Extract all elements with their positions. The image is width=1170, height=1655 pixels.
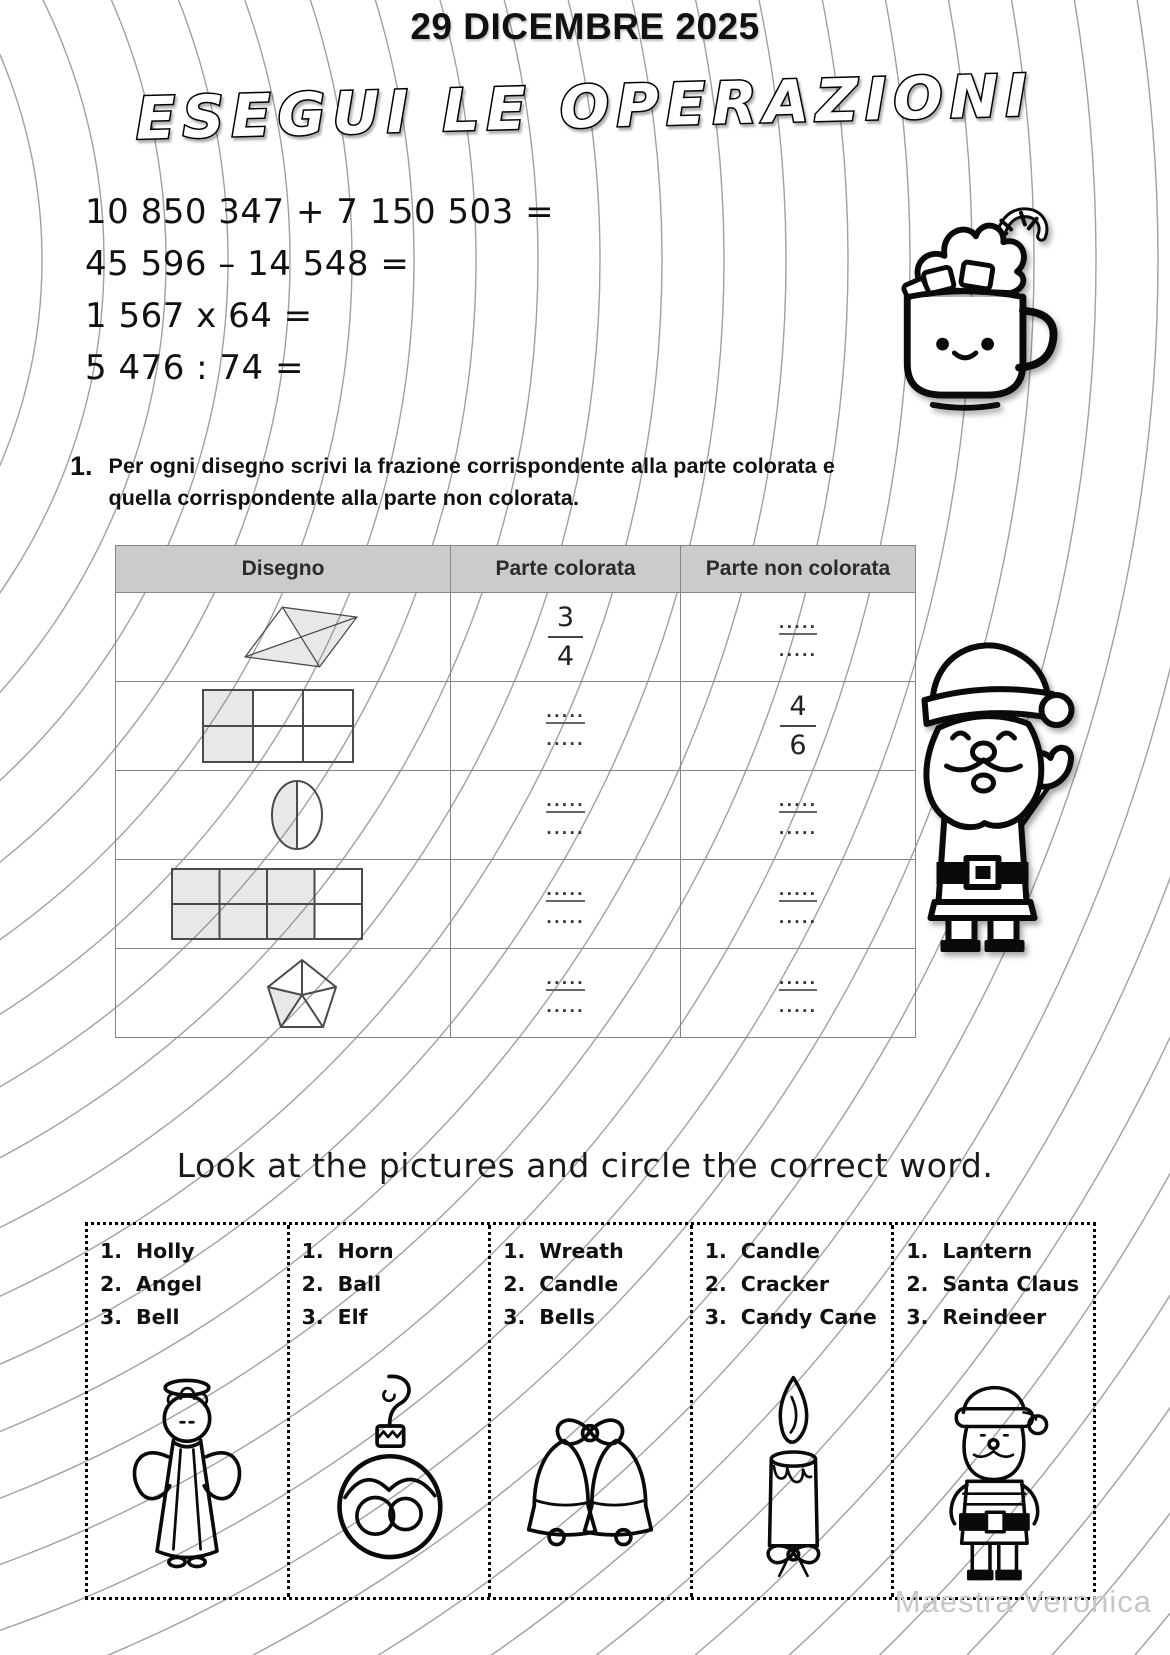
fraction-4-6: 4 6	[780, 691, 815, 761]
operation-subtraction: 45 596 – 14 548 =	[85, 244, 410, 284]
parallelogram-shape	[226, 601, 376, 673]
dotted-fraction-blank[interactable]: ..... .....	[778, 613, 818, 660]
dotted-fraction-blank[interactable]: ..... .....	[778, 880, 818, 927]
word-box-4	[690, 1225, 892, 1597]
dotted-fraction-blank[interactable]: ..... .....	[778, 791, 818, 838]
grid-4x2-shape	[171, 868, 363, 940]
pentagon-shape	[261, 954, 343, 1032]
option-cracker[interactable]: 2. Cracker	[704, 1272, 830, 1296]
column-header-disegno: Disegno	[116, 546, 451, 593]
table-row	[116, 949, 916, 1038]
table-row	[116, 682, 916, 771]
option-lantern[interactable]: 1. Lantern	[906, 1239, 1033, 1263]
date-title: 29 DICEMBRE 2025	[410, 6, 760, 47]
santa-claus-illustration	[898, 608, 1078, 953]
bells-picture	[506, 1396, 674, 1591]
dotted-fraction-blank[interactable]: ..... .....	[778, 969, 818, 1016]
dotted-fraction-blank[interactable]: ..... .....	[546, 969, 585, 1016]
exercise1-instruction	[70, 450, 870, 515]
table-row	[116, 593, 916, 682]
fraction-3-4: 3 4	[548, 602, 583, 672]
english-exercise-title: Look at the pictures and circle the correct word.	[176, 1146, 994, 1185]
table-row	[116, 771, 916, 860]
word-box-3	[488, 1225, 690, 1597]
table-header-row	[116, 546, 916, 593]
option-wreath[interactable]: 1. Wreath	[503, 1239, 624, 1263]
option-candle[interactable]: 2. Candle	[503, 1272, 619, 1296]
dotted-fraction-blank[interactable]: ..... .....	[546, 880, 585, 927]
option-bells[interactable]: 3. Bells	[503, 1305, 595, 1329]
operations-list	[85, 186, 554, 394]
santa-picture	[931, 1361, 1056, 1591]
operation-division: 5 476 : 74 =	[85, 348, 304, 388]
option-horn[interactable]: 1. Horn	[301, 1239, 394, 1263]
word-box-5	[891, 1225, 1093, 1597]
dotted-fraction-blank[interactable]: ..... .....	[546, 702, 585, 749]
option-candy-cane[interactable]: 3. Candy Cane	[704, 1305, 877, 1329]
half-circle-shape	[266, 777, 328, 853]
angel-picture	[128, 1366, 246, 1591]
watermark: Maestra Veronica	[894, 1584, 1152, 1619]
option-santa-claus[interactable]: 2. Santa Claus	[906, 1272, 1080, 1296]
dotted-fraction-blank[interactable]: ..... .....	[546, 791, 585, 838]
word-box-1	[88, 1225, 287, 1597]
option-candle[interactable]: 1. Candle	[704, 1239, 820, 1263]
fraction-table	[115, 545, 916, 1038]
option-bell[interactable]: 3. Bell	[100, 1305, 180, 1329]
grid-3x2-shape	[202, 689, 354, 763]
main-title-bubble-text	[0, 55, 1170, 165]
word-choice-boxes	[85, 1222, 1096, 1600]
word-box-2	[287, 1225, 489, 1597]
option-ball[interactable]: 2. Ball	[301, 1272, 382, 1296]
option-elf[interactable]: 3. Elf	[301, 1305, 368, 1329]
column-header-parte-colorata: Parte colorata	[451, 546, 681, 593]
svg-text:ESEGUI LE OPERAZIONI: ESEGUI LE OPERAZIONI	[134, 61, 1035, 153]
column-header-parte-non-colorata: Parte non colorata	[681, 546, 916, 593]
exercise1-number: 1.	[70, 451, 93, 481]
candle-picture	[735, 1366, 850, 1591]
operation-multiplication: 1 567 x 64 =	[85, 296, 313, 336]
table-row	[116, 860, 916, 949]
hot-chocolate-mug-illustration	[872, 178, 1068, 420]
exercise1-text: Per ogni disegno scrivi la frazione corrispondente alla parte colorata e quella corrispondente alla parte non colorata.	[108, 454, 835, 511]
option-angel[interactable]: 2. Angel	[100, 1272, 203, 1296]
operation-addition: 10 850 347 + 7 150 503 =	[85, 192, 555, 232]
option-holly[interactable]: 1. Holly	[100, 1239, 195, 1263]
bauble-ornament-picture	[334, 1371, 444, 1591]
option-reindeer[interactable]: 3. Reindeer	[906, 1305, 1047, 1329]
